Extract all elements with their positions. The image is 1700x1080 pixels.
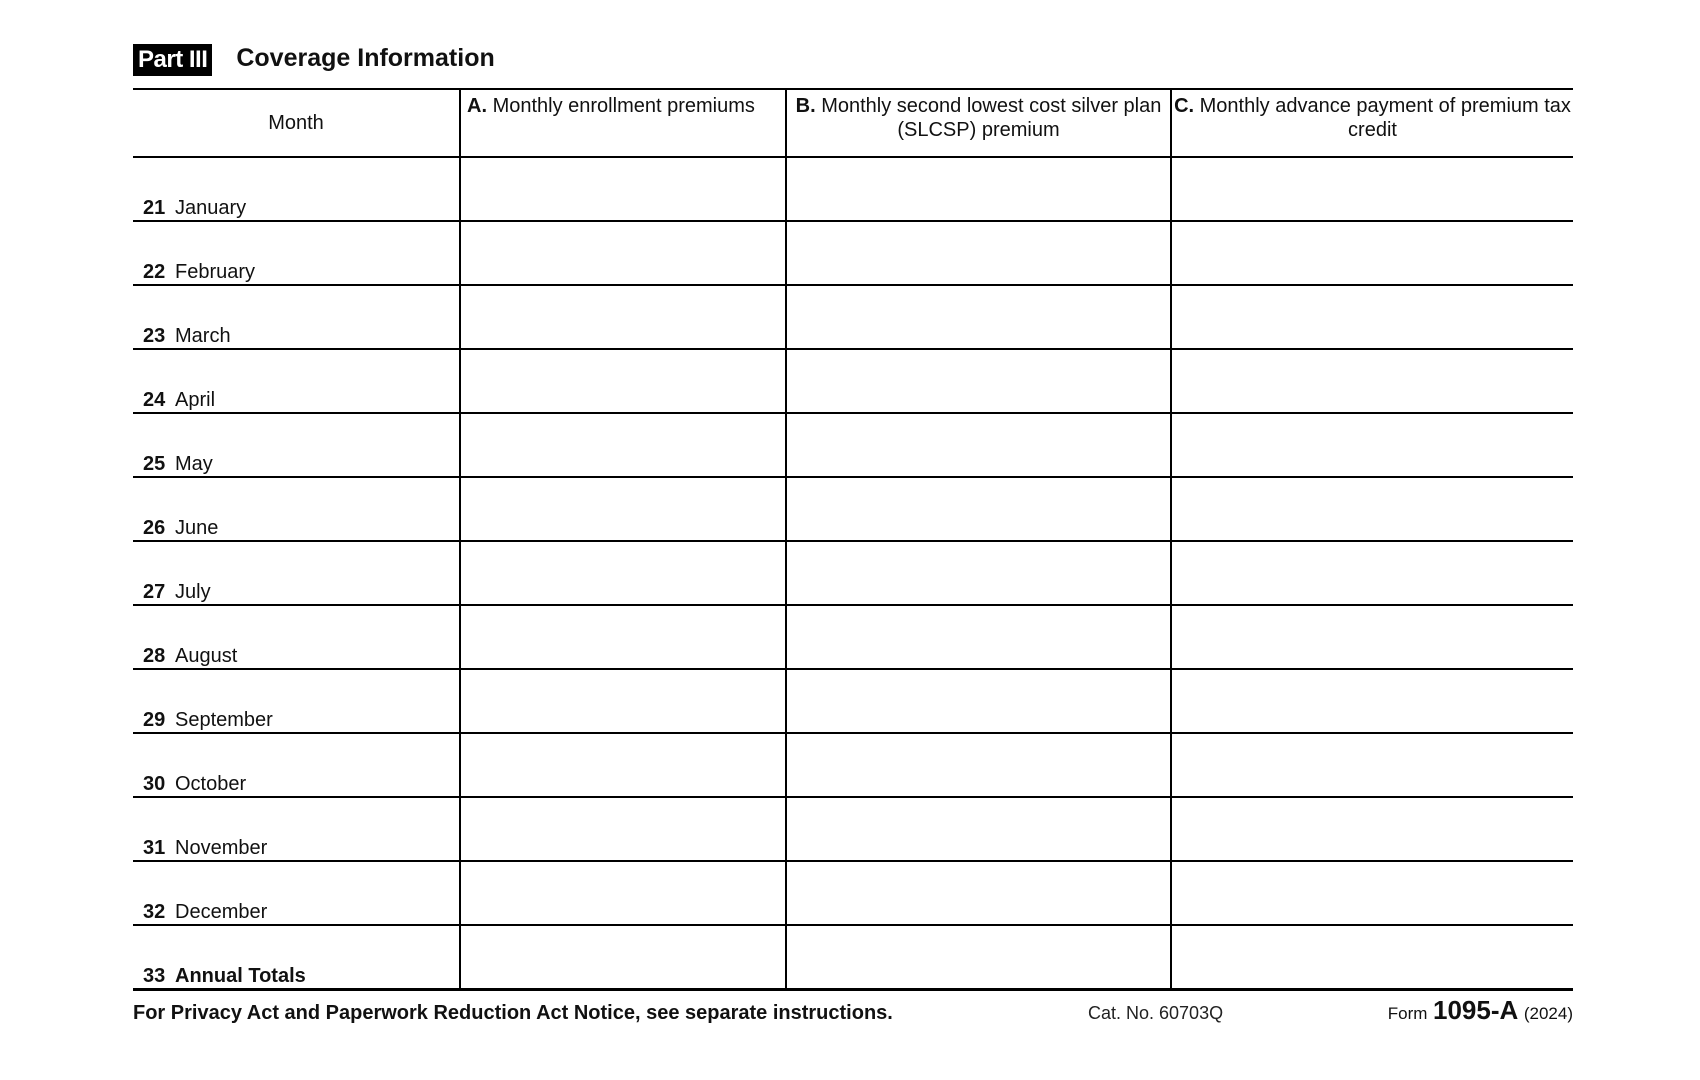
month-row bbox=[133, 797, 1573, 861]
amount-field-a[interactable] bbox=[460, 797, 786, 861]
amount-field-a[interactable] bbox=[460, 157, 786, 221]
amount-field-a[interactable] bbox=[460, 413, 786, 477]
month-label: March bbox=[175, 325, 231, 347]
amount-field-c[interactable] bbox=[1171, 861, 1573, 925]
privacy-notice: For Privacy Act and Paperwork Reduction Act Notice, see separate instructions. bbox=[133, 1002, 893, 1024]
month-cell bbox=[133, 541, 460, 605]
month-cell bbox=[133, 669, 460, 733]
part-title: Coverage Information bbox=[236, 43, 495, 72]
month-row bbox=[133, 349, 1573, 413]
amount-field-b[interactable] bbox=[786, 349, 1171, 413]
month-row bbox=[133, 861, 1573, 925]
amount-field-a[interactable] bbox=[460, 221, 786, 285]
amount-field-c[interactable] bbox=[1171, 221, 1573, 285]
part-header bbox=[133, 40, 1573, 76]
month-label: April bbox=[175, 389, 216, 411]
month-row bbox=[133, 221, 1573, 285]
annual-totals-row bbox=[133, 925, 1573, 990]
month-cell bbox=[133, 349, 460, 413]
form-word: Form bbox=[1387, 1004, 1428, 1023]
month-cell bbox=[133, 157, 460, 221]
amount-field-c[interactable] bbox=[1171, 733, 1573, 797]
amount-field-b[interactable] bbox=[786, 413, 1171, 477]
coverage-table bbox=[133, 88, 1573, 991]
line-number: 30 bbox=[143, 773, 166, 795]
month-label: June bbox=[175, 517, 219, 539]
column-b-text: Monthly second lowest cost silver plan (SLCSP) premium bbox=[821, 95, 1162, 141]
amount-field-a[interactable] bbox=[460, 541, 786, 605]
month-row bbox=[133, 477, 1573, 541]
amount-field-c[interactable] bbox=[1171, 669, 1573, 733]
month-label: August bbox=[175, 645, 238, 667]
amount-field-b[interactable] bbox=[786, 797, 1171, 861]
amount-field-c[interactable] bbox=[1171, 477, 1573, 541]
month-row bbox=[133, 541, 1573, 605]
month-label: Annual Totals bbox=[175, 965, 306, 987]
month-cell bbox=[133, 861, 460, 925]
part-badge: Part III bbox=[133, 44, 212, 76]
amount-field-b[interactable] bbox=[786, 157, 1171, 221]
month-label: October bbox=[175, 773, 247, 795]
amount-field-a[interactable] bbox=[460, 733, 786, 797]
coverage-table-header bbox=[133, 89, 1573, 157]
amount-field-c[interactable] bbox=[1171, 541, 1573, 605]
catalog-number: Cat. No. 60703Q bbox=[1088, 1003, 1224, 1023]
line-number: 24 bbox=[143, 389, 166, 411]
amount-field-a[interactable] bbox=[460, 477, 786, 541]
month-cell bbox=[133, 605, 460, 669]
amount-field-b[interactable] bbox=[786, 669, 1171, 733]
amount-field-b[interactable] bbox=[786, 541, 1171, 605]
month-row bbox=[133, 733, 1573, 797]
form-number: 1095-A bbox=[1433, 995, 1519, 1025]
line-number: 21 bbox=[143, 197, 166, 219]
month-cell bbox=[133, 925, 460, 990]
amount-field-c[interactable] bbox=[1171, 157, 1573, 221]
month-cell bbox=[133, 413, 460, 477]
month-cell bbox=[133, 733, 460, 797]
month-cell bbox=[133, 221, 460, 285]
form-identifier bbox=[1388, 995, 1573, 1026]
line-number: 28 bbox=[143, 645, 166, 667]
month-label: July bbox=[175, 581, 211, 603]
amount-field-b[interactable] bbox=[786, 733, 1171, 797]
month-label: February bbox=[175, 261, 256, 283]
coverage-table-body bbox=[133, 157, 1573, 990]
column-c-text: Monthly advance payment of premium tax credit bbox=[1199, 95, 1571, 141]
month-row bbox=[133, 605, 1573, 669]
line-number: 32 bbox=[143, 901, 166, 923]
amount-field-a[interactable] bbox=[460, 925, 786, 990]
line-number: 31 bbox=[143, 837, 166, 859]
month-label: November bbox=[175, 837, 268, 859]
month-label: January bbox=[175, 197, 247, 219]
line-number: 33 bbox=[143, 965, 166, 987]
amount-field-b[interactable] bbox=[786, 605, 1171, 669]
amount-field-c[interactable] bbox=[1171, 285, 1573, 349]
column-a-text: Monthly enrollment premiums bbox=[492, 95, 755, 117]
form-footer bbox=[133, 995, 1573, 1026]
month-row bbox=[133, 413, 1573, 477]
amount-field-c[interactable] bbox=[1171, 605, 1573, 669]
amount-field-c[interactable] bbox=[1171, 349, 1573, 413]
column-a-letter: A. bbox=[467, 95, 487, 117]
line-number: 23 bbox=[143, 325, 166, 347]
month-label: September bbox=[175, 709, 273, 731]
column-b-letter: B. bbox=[795, 95, 816, 117]
form-year: (2024) bbox=[1523, 1004, 1573, 1023]
amount-field-b[interactable] bbox=[786, 477, 1171, 541]
amount-field-b[interactable] bbox=[786, 925, 1171, 990]
form-1095a-part3 bbox=[133, 40, 1573, 1026]
line-number: 29 bbox=[143, 709, 166, 731]
month-row bbox=[133, 669, 1573, 733]
amount-field-a[interactable] bbox=[460, 285, 786, 349]
line-number: 22 bbox=[143, 261, 166, 283]
month-row bbox=[133, 285, 1573, 349]
column-header-a bbox=[460, 89, 786, 157]
amount-field-c[interactable] bbox=[1171, 797, 1573, 861]
column-header-c bbox=[1171, 89, 1573, 157]
month-row bbox=[133, 157, 1573, 221]
month-cell bbox=[133, 797, 460, 861]
line-number: 26 bbox=[143, 517, 166, 539]
column-header-b bbox=[786, 89, 1171, 157]
line-number: 25 bbox=[143, 453, 166, 475]
amount-field-b[interactable] bbox=[786, 221, 1171, 285]
line-number: 27 bbox=[143, 581, 166, 603]
amount-field-c[interactable] bbox=[1171, 413, 1573, 477]
column-header-month: Month bbox=[133, 89, 460, 157]
month-label: December bbox=[175, 901, 268, 923]
amount-field-b[interactable] bbox=[786, 861, 1171, 925]
month-label: May bbox=[175, 453, 213, 475]
column-c-letter: C. bbox=[1174, 95, 1195, 117]
month-cell bbox=[133, 477, 460, 541]
amount-field-a[interactable] bbox=[460, 349, 786, 413]
amount-field-b[interactable] bbox=[786, 285, 1171, 349]
amount-field-a[interactable] bbox=[460, 669, 786, 733]
amount-field-a[interactable] bbox=[460, 861, 786, 925]
amount-field-a[interactable] bbox=[460, 605, 786, 669]
amount-field-c[interactable] bbox=[1171, 925, 1573, 990]
month-cell bbox=[133, 285, 460, 349]
